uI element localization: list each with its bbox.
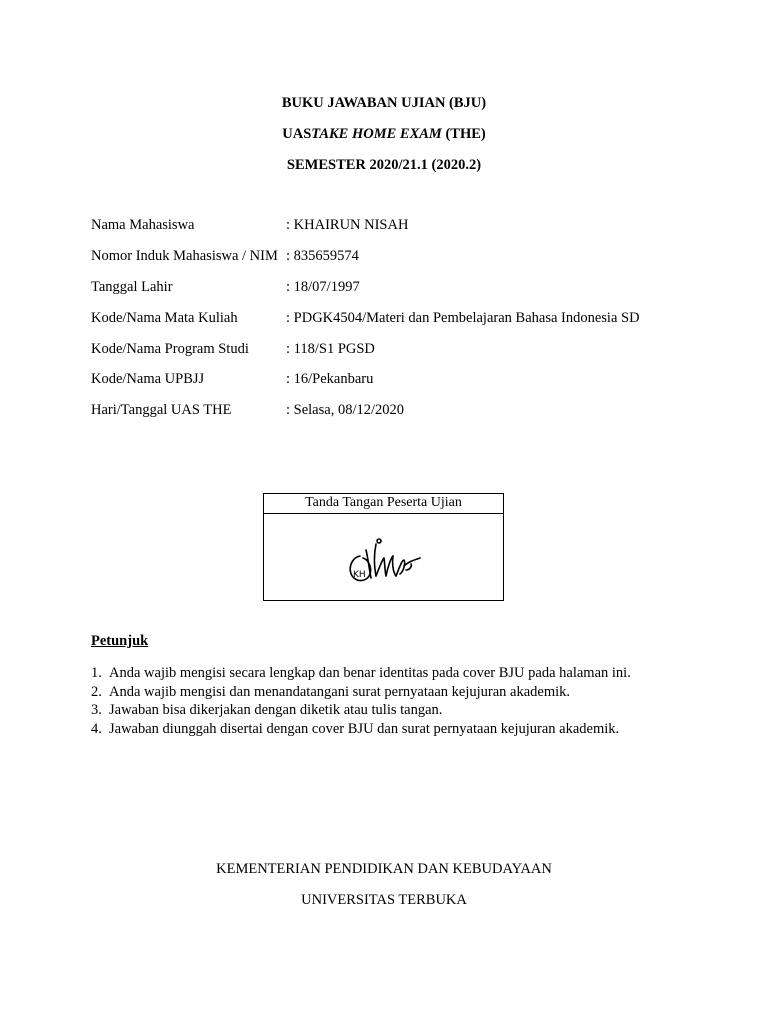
info-label: Kode/Nama UPBJJ	[91, 371, 205, 387]
exam-type-italic: TAKE HOME EXAM	[311, 126, 442, 142]
instruction-item	[91, 683, 731, 702]
signature-box-title: Tanda Tangan Peserta Ujian	[264, 494, 503, 514]
info-row-program	[91, 339, 711, 359]
signature-box	[263, 493, 504, 601]
info-row-course	[91, 308, 711, 328]
semester-heading: SEMESTER 2020/21.1 (2020.2)	[286, 157, 482, 173]
instruction-text: Jawaban bisa dikerjakan dengan diketik atau tulis tangan.	[109, 702, 443, 718]
instruction-text: Jawaban diunggah disertai dengan cover BJU dan surat pernyataan kejujuran akademik.	[109, 720, 620, 737]
instruction-number: 1.	[91, 665, 102, 681]
exam-type-heading	[0, 125, 768, 143]
info-row-birthdate	[91, 277, 711, 297]
signature-initials: KH	[353, 570, 366, 580]
signature-area	[264, 514, 503, 602]
info-value: : 835659574	[286, 248, 359, 264]
instruction-item	[91, 664, 731, 683]
info-row-upbjj	[91, 369, 711, 389]
instruction-number: 3.	[91, 702, 102, 718]
info-value: : Selasa, 08/12/2020	[286, 402, 405, 418]
instruction-item	[91, 720, 731, 739]
instruction-item	[91, 701, 731, 720]
info-label: Nomor Induk Mahasiswa / NIM	[91, 248, 278, 264]
instruction-number: 4.	[91, 720, 102, 737]
info-value: : KHAIRUN NISAH	[286, 217, 409, 233]
instruction-text: Anda wajib mengisi secara lengkap dan benar identitas pada cover BJU pada halaman ini.	[109, 665, 631, 681]
exam-type-prefix: UAS	[282, 126, 312, 142]
handwritten-signature	[346, 536, 426, 588]
info-row-exam-date	[91, 400, 711, 420]
info-value: : PDGK4504/Materi dan Pembelajaran Bahasa Indonesia SD	[286, 310, 640, 326]
exam-type-suffix: (THE)	[441, 126, 486, 142]
ministry-name: KEMENTERIAN PENDIDIKAN DAN KEBUDAYAAN	[216, 861, 552, 877]
instruction-text: Anda wajib mengisi dan menandatangani surat pernyataan kejujuran akademik.	[109, 683, 571, 700]
document-title: BUKU JAWABAN UJIAN (BJU)	[281, 95, 487, 111]
info-label: Kode/Nama Program Studi	[91, 341, 249, 357]
instruction-number: 2.	[91, 683, 102, 700]
info-row-nim	[91, 246, 711, 266]
info-label: Nama Mahasiswa	[91, 217, 195, 233]
info-value: : 18/07/1997	[286, 279, 360, 295]
info-label: Hari/Tanggal UAS THE	[91, 402, 232, 418]
info-row-name	[91, 215, 711, 235]
info-value: : 16/Pekanbaru	[286, 371, 374, 387]
info-label: Tanggal Lahir	[91, 279, 173, 295]
info-label: Kode/Nama Mata Kuliah	[91, 310, 238, 326]
info-value: : 118/S1 PGSD	[286, 341, 375, 357]
instructions-list	[91, 664, 731, 738]
instructions-heading: Petunjuk	[91, 633, 149, 649]
university-name: UNIVERSITAS TERBUKA	[301, 892, 467, 908]
